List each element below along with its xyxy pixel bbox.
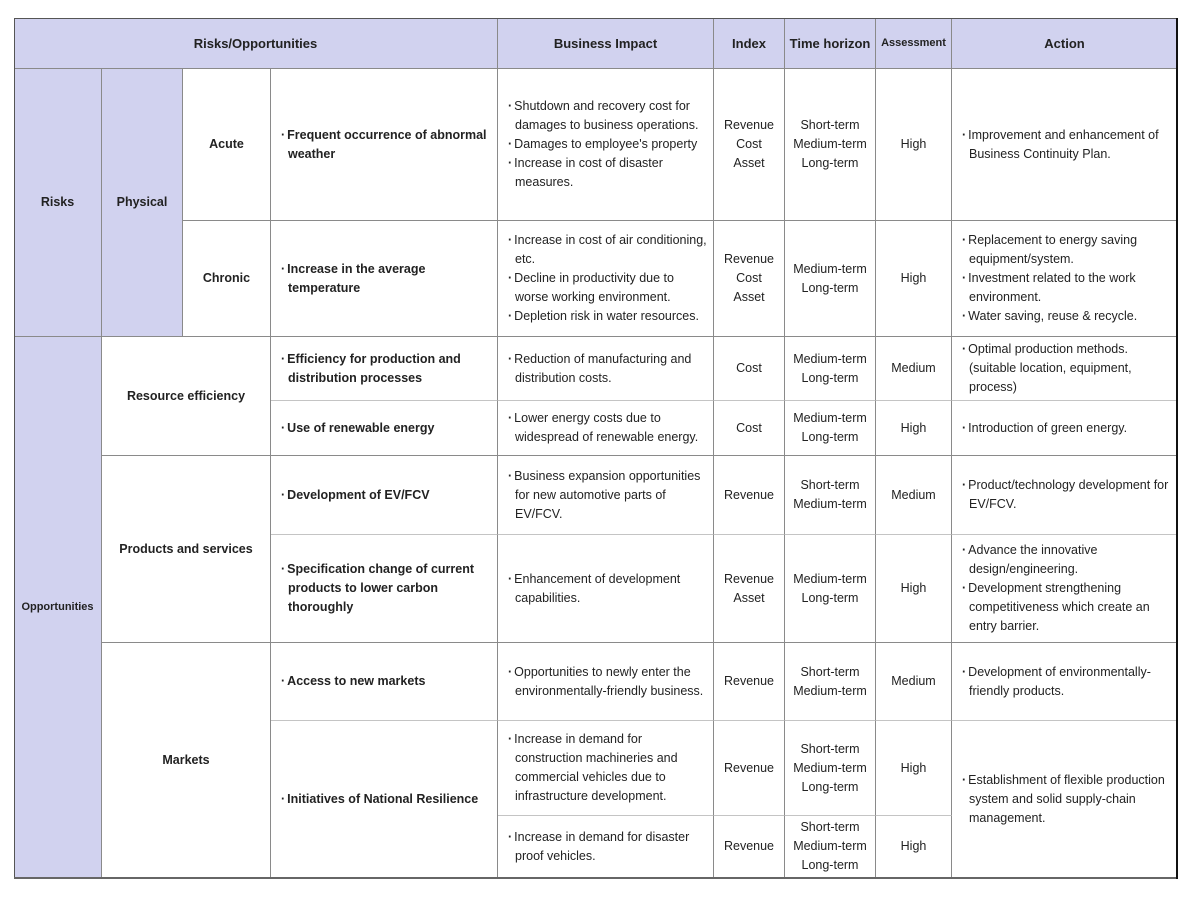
bullet-list xyxy=(960,419,1127,438)
stacked-value: Long-term xyxy=(801,430,859,444)
cell-text: Index xyxy=(732,35,766,51)
bullet-item: · Frequent occurrence of abnormal weather xyxy=(279,126,493,164)
bullet-item: · Increase in cost of disaster measures. xyxy=(506,154,709,192)
stacked-values xyxy=(793,116,867,173)
bullet-item: · Business expansion opportunities for new automotive parts of EV/FCV. xyxy=(506,467,709,524)
action-cell xyxy=(952,221,1178,337)
stacked-value: Revenue xyxy=(723,839,775,853)
bullet-list xyxy=(960,476,1173,514)
stacked-values xyxy=(724,759,774,778)
bullet-item: · Improvement and enhancement of Business Continuity Plan. xyxy=(960,126,1173,164)
cell-text: High xyxy=(900,760,927,775)
index-cell xyxy=(714,221,785,337)
bullet-item: · Advance the innovative design/engineering. xyxy=(960,541,1173,579)
cell-text: Risks/Opportunities xyxy=(193,35,318,51)
business-impact-cell xyxy=(498,456,714,535)
bullet-list xyxy=(279,672,425,691)
risk-item xyxy=(271,456,498,535)
stacked-value: Medium-term xyxy=(793,497,867,511)
stacked-value: Short-term xyxy=(800,820,860,834)
bullet-list xyxy=(960,231,1173,326)
action-cell xyxy=(952,535,1178,643)
bullet-item: · Decline in productivity due to worse working environment. xyxy=(506,269,709,307)
bullet-list xyxy=(506,730,709,806)
bullet-item: · Opportunities to newly enter the environmentally-friendly business. xyxy=(506,663,709,701)
cell-text: Products and services xyxy=(119,541,253,556)
bullet-list xyxy=(279,486,430,505)
cell-text: Markets xyxy=(162,752,210,767)
cell-text: Resource efficiency xyxy=(126,388,246,403)
risk-item xyxy=(271,69,498,221)
header-time-horizon xyxy=(785,18,876,69)
stacked-values xyxy=(736,359,762,378)
bullet-list xyxy=(960,541,1173,636)
stacked-value: Medium-term xyxy=(793,839,867,853)
business-impact-cell xyxy=(498,721,714,816)
group-markets xyxy=(102,643,271,878)
business-impact-cell xyxy=(498,401,714,456)
assessment-cell xyxy=(876,337,952,401)
cell-text: Risks xyxy=(40,195,75,209)
stacked-value: Revenue xyxy=(723,487,775,502)
subgroup-acute xyxy=(183,69,271,221)
business-impact-cell xyxy=(498,535,714,643)
time-horizon-cell xyxy=(785,69,876,221)
assessment-cell xyxy=(876,816,952,878)
stacked-value: Asset xyxy=(733,156,765,170)
stacked-value: Medium-term xyxy=(793,261,867,276)
stacked-values xyxy=(793,740,867,797)
cell-text: High xyxy=(900,271,927,285)
business-impact-cell xyxy=(498,69,714,221)
stacked-value: Medium-term xyxy=(793,571,867,586)
assessment-cell xyxy=(876,69,952,221)
bullet-item: · Initiatives of National Resilience xyxy=(279,790,478,809)
stacked-values xyxy=(793,663,867,701)
stacked-values xyxy=(793,260,867,298)
index-cell xyxy=(714,69,785,221)
stacked-values xyxy=(724,116,774,173)
assessment-cell xyxy=(876,221,952,337)
bullet-list xyxy=(506,350,709,388)
action-cell xyxy=(952,337,1178,401)
stacked-value: Short-term xyxy=(800,741,860,756)
cell-text: Medium xyxy=(891,674,936,688)
business-impact-cell xyxy=(498,337,714,401)
business-impact-cell xyxy=(498,221,714,337)
stacked-value: Cost xyxy=(736,137,762,151)
business-impact-cell xyxy=(498,816,714,878)
bullet-item: · Depletion risk in water resources. xyxy=(506,307,709,326)
time-horizon-cell xyxy=(785,643,876,721)
bullet-item: · Product/technology development for EV/FCV. xyxy=(960,476,1173,514)
stacked-value: Short-term xyxy=(800,664,860,679)
time-horizon-cell xyxy=(785,535,876,643)
stacked-value: Long-term xyxy=(801,858,859,872)
group-opportunities xyxy=(14,337,102,878)
bullet-item: · Use of renewable energy xyxy=(279,419,434,438)
time-horizon-cell xyxy=(785,721,876,816)
bullet-list xyxy=(960,126,1173,164)
bullet-item: · Water saving, reuse & recycle. xyxy=(960,307,1173,326)
stacked-value: Medium-term xyxy=(793,351,867,366)
stacked-value: Revenue xyxy=(723,760,775,775)
bullet-list xyxy=(506,467,709,524)
stacked-values xyxy=(793,570,867,608)
header-assessment xyxy=(876,18,952,69)
time-horizon-cell xyxy=(785,337,876,401)
cell-text: Acute xyxy=(209,137,244,151)
bullet-list xyxy=(960,771,1173,828)
assessment-cell xyxy=(876,643,952,721)
group-risks xyxy=(14,69,102,337)
stacked-value: Long-term xyxy=(801,280,859,295)
stacked-values xyxy=(724,486,774,505)
index-cell xyxy=(714,456,785,535)
stacked-value: Asset xyxy=(733,290,765,304)
bullet-item: · Specification change of current products to lower carbon thoroughly xyxy=(279,560,493,617)
bullet-list xyxy=(960,340,1173,397)
stacked-value: Medium-term xyxy=(793,137,867,151)
stacked-value: Short-term xyxy=(800,478,860,492)
index-cell xyxy=(714,643,785,721)
bullet-item: · Development strengthening competitiveness which create an entry barrier. xyxy=(960,579,1173,636)
stacked-value: Revenue xyxy=(723,571,775,586)
stacked-value: Medium-term xyxy=(793,683,867,698)
stacked-value: Cost xyxy=(736,361,762,375)
bullet-item: · Enhancement of development capabilities. xyxy=(506,570,709,608)
bullet-item: · Damages to employee's property xyxy=(506,135,709,154)
cell-text: Chronic xyxy=(202,271,251,285)
stacked-values xyxy=(724,672,774,691)
business-impact-cell xyxy=(498,643,714,721)
cell-text: Time horizon xyxy=(789,35,871,51)
bullet-item: · Lower energy costs due to widespread of renewable energy. xyxy=(506,409,709,447)
bullet-list xyxy=(279,350,493,388)
action-cell xyxy=(952,69,1178,221)
time-horizon-cell xyxy=(785,816,876,878)
cell-text: Action xyxy=(1044,35,1085,51)
risk-item xyxy=(271,401,498,456)
bullet-item: · Increase in demand for construction machineries and commercial vehicles due to infrastructure development. xyxy=(506,730,709,806)
bullet-item: · Shutdown and recovery cost for damages to business operations. xyxy=(506,97,709,135)
stacked-values xyxy=(724,250,774,307)
index-cell xyxy=(714,816,785,878)
action-cell xyxy=(952,643,1178,721)
cell-text: Medium xyxy=(891,487,936,502)
group-products-services xyxy=(102,456,271,643)
cell-text: Medium xyxy=(891,361,936,375)
assessment-cell xyxy=(876,401,952,456)
header-index xyxy=(714,18,785,69)
header-action xyxy=(952,18,1178,69)
bullet-list xyxy=(506,570,709,608)
risk-item xyxy=(271,643,498,721)
bullet-list xyxy=(506,409,709,447)
index-cell xyxy=(714,337,785,401)
stacked-values xyxy=(724,837,774,856)
stacked-value: Cost xyxy=(736,420,762,435)
table-bottom-border xyxy=(14,877,1178,879)
time-horizon-cell xyxy=(785,456,876,535)
stacked-value: Revenue xyxy=(723,118,775,132)
bullet-list xyxy=(506,663,709,701)
bullet-item: · Investment related to the work environment. xyxy=(960,269,1173,307)
bullet-list xyxy=(279,419,434,438)
cell-text: Opportunities xyxy=(21,600,94,613)
stacked-values xyxy=(793,409,867,447)
stacked-value: Revenue xyxy=(723,252,775,266)
index-cell xyxy=(714,401,785,456)
bullet-item: · Introduction of green energy. xyxy=(960,419,1127,438)
stacked-value: Medium-term xyxy=(793,411,867,425)
cell-text: High xyxy=(900,581,927,595)
index-cell xyxy=(714,721,785,816)
bullet-item: · Development of environmentally-friendly products. xyxy=(960,663,1173,701)
stacked-values xyxy=(793,818,867,875)
bullet-list xyxy=(960,663,1173,701)
bullet-list xyxy=(279,560,493,617)
stacked-value: Short-term xyxy=(800,118,860,132)
bullet-list xyxy=(279,126,493,164)
risk-item xyxy=(271,337,498,401)
cell-text: Business Impact xyxy=(553,35,658,51)
bullet-item: · Establishment of flexible production system and solid supply-chain management. xyxy=(960,771,1173,828)
cell-text: Assessment xyxy=(881,36,946,49)
bullet-item: · Efficiency for production and distribution processes xyxy=(279,350,493,388)
stacked-value: Cost xyxy=(736,271,762,285)
bullet-list xyxy=(279,260,493,298)
cell-text: Physical xyxy=(116,195,168,209)
bullet-item: · Optimal production methods. (suitable location, equipment, process) xyxy=(960,340,1173,397)
risk-item xyxy=(271,535,498,643)
bullet-item: · Development of EV/FCV xyxy=(279,486,430,505)
assessment-cell xyxy=(876,535,952,643)
action-cell xyxy=(952,721,1178,878)
action-cell xyxy=(952,401,1178,456)
stacked-values xyxy=(793,350,867,388)
assessment-cell xyxy=(876,456,952,535)
stacked-value: Medium-term xyxy=(793,760,867,775)
bullet-list xyxy=(506,828,709,866)
bullet-list xyxy=(506,97,709,192)
stacked-values xyxy=(793,476,867,514)
cell-text: High xyxy=(900,839,927,853)
stacked-value: Long-term xyxy=(801,590,859,605)
bullet-item: · Increase in cost of air conditioning, etc. xyxy=(506,231,709,269)
stacked-value: Long-term xyxy=(801,779,859,794)
risk-item xyxy=(271,721,498,878)
bullet-item: · Replacement to energy saving equipment/system. xyxy=(960,231,1173,269)
table-right-border xyxy=(1176,18,1178,879)
bullet-item: · Increase in demand for disaster proof vehicles. xyxy=(506,828,709,866)
stacked-value: Revenue xyxy=(723,674,775,688)
cell-text: High xyxy=(900,137,927,151)
time-horizon-cell xyxy=(785,401,876,456)
group-resource-efficiency xyxy=(102,337,271,456)
header-business-impact xyxy=(498,18,714,69)
cell-text: High xyxy=(900,420,927,435)
action-cell xyxy=(952,456,1178,535)
assessment-cell xyxy=(876,721,952,816)
stacked-value: Long-term xyxy=(801,370,859,385)
bullet-list xyxy=(279,790,478,809)
index-cell xyxy=(714,535,785,643)
subgroup-chronic xyxy=(183,221,271,337)
bullet-item: · Increase in the average temperature xyxy=(279,260,493,298)
stacked-values xyxy=(736,419,762,438)
header-risks-opportunities xyxy=(14,18,498,69)
group-physical xyxy=(102,69,183,337)
time-horizon-cell xyxy=(785,221,876,337)
risk-item xyxy=(271,221,498,337)
bullet-item: · Reduction of manufacturing and distribution costs. xyxy=(506,350,709,388)
bullet-list xyxy=(506,231,709,326)
bullet-item: · Access to new markets xyxy=(279,672,425,691)
stacked-value: Asset xyxy=(733,590,765,605)
stacked-value: Long-term xyxy=(801,156,859,170)
stacked-values xyxy=(724,570,774,608)
